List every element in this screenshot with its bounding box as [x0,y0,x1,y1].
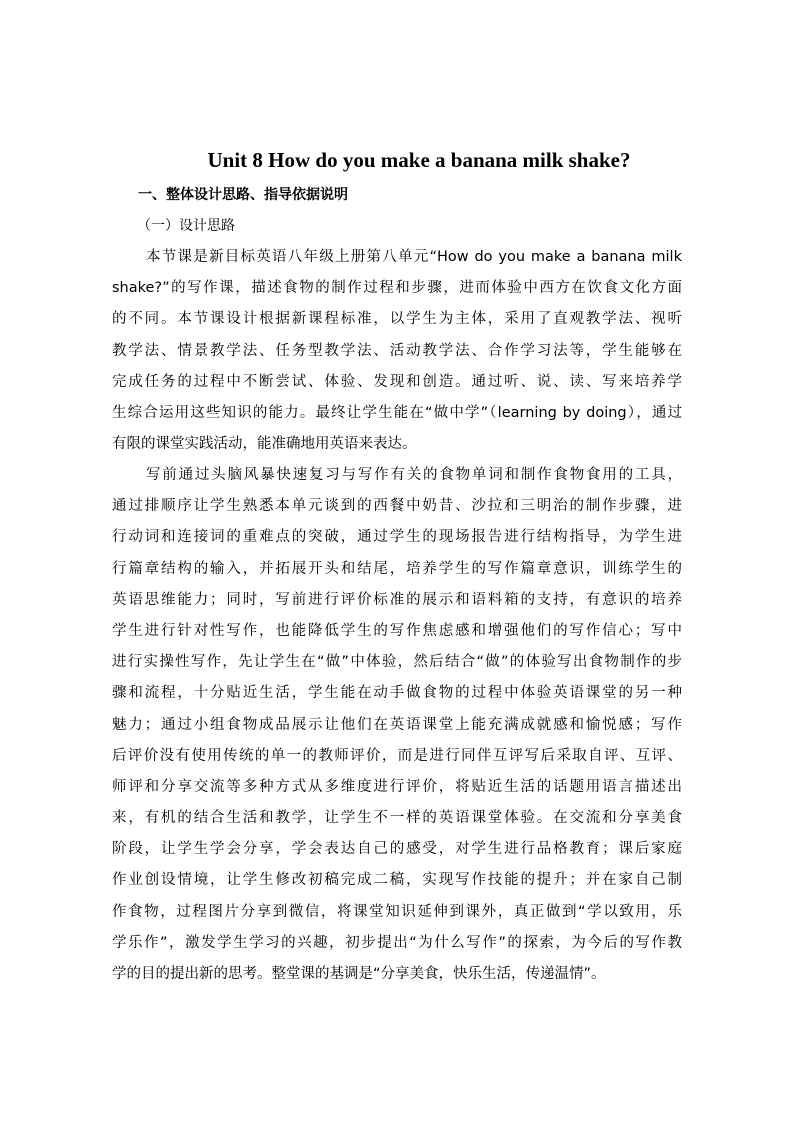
paragraph-line: 骤和流程，十分贴近生活，学生能在动手做食物的过程中体验英语课堂的另一种 [112,685,682,702]
paragraph-line: 的不同。本节课设计根据新课程标准，以学生为主体，采用了直观教学法、视听 [112,311,682,328]
paragraph-line: 通过排顺序让学生熟悉本单元谈到的西餐中奶昔、沙拉和三明治的制作步骤，进 [112,498,682,515]
paragraph-line: 完成任务的过程中不断尝试、体验、发现和创造。通过听、说、读、写来培养学 [112,373,682,390]
paragraph-line: shake?”的写作课，描述食物的制作过程和步骤，进而体验中西方在饮食文化方面 [112,280,682,297]
paragraph-line: 生综合运用这些知识的能力。最终让学生能在“做中学”（learning by doing），通过 [112,404,682,421]
paragraph-line: 行篇章结构的输入，并拓展开头和结尾，培养学生的写作篇章意识，训练学生的 [112,560,682,577]
paragraph-line: 来，有机的结合生活和教学，让学生不一样的英语课堂体验。在交流和分享美食 [112,810,682,827]
paragraph-line: 进行实操性写作，先让学生在“做”中体验，然后结合“做”的体验写出食物制作的步 [112,654,682,671]
paragraph-line: 学生进行针对性写作，也能降低学生的写作焦虑感和增强他们的写作信心；写中 [112,622,682,639]
paragraph-line: 师评和分享交流等多种方式从多维度进行评价，将贴近生活的话题用语言描述出 [112,778,682,795]
paragraph-line: 学乐作”，激发学生学习的兴趣，初步提出“为什么写作”的探索，为今后的写作教 [112,934,682,951]
paragraph-line: 阶段，让学生学会分享，学会表达自己的感受，对学生进行品格教育；课后家庭 [112,841,682,858]
paragraph-line: 写前通过头脑风暴快速复习与写作有关的食物单词和制作食物食用的工具， [146,467,682,483]
section-heading: 一、整体设计思路、指导依据说明 [138,187,348,203]
paragraph-line: 英语思维能力；同时，写前进行评价标准的展示和语料箱的支持，有意识的培养 [112,591,682,608]
paragraph-line: 后评价没有使用传统的单一的教师评价，而是进行同伴互评写后采取自评、互评、 [112,747,682,764]
paragraph-line: 行动词和连接词的重难点的突破，通过学生的现场报告进行结构指导，为学生进 [112,529,682,546]
paragraph-line: 学的目的提出新的思考。整堂课的基调是“分享美食，快乐生活，传递温情”。 [112,966,606,982]
paragraph-line: 有限的课堂实践活动，能准确地用英语来表达。 [112,436,417,453]
paragraph-line: 本节课是新目标英语八年级上册第八单元“How do you make a banana milk [146,249,682,265]
paragraph-line: 作食物，过程图片分享到微信，将课堂知识延伸到课外，真正做到“学以致用，乐 [112,903,682,920]
subsection-heading: （一）设计思路 [137,218,235,234]
paragraph-design-idea [112,245,682,463]
paragraph-line: 教学法、情景教学法、任务型教学法、活动教学法、合作学习法等，学生能够在 [112,342,682,359]
paragraph-line: 魅力；通过小组食物成品展示让他们在英语课堂上能充满成就感和愉悦感；写作 [112,716,682,733]
paragraph-line: 作业创设情境，让学生修改初稿完成二稿，实现写作技能的提升；并在家自己制 [112,872,682,889]
paragraph-writing-process [112,463,682,993]
document-title: Unit 8 How do you make a banana milk shake? [207,148,631,172]
